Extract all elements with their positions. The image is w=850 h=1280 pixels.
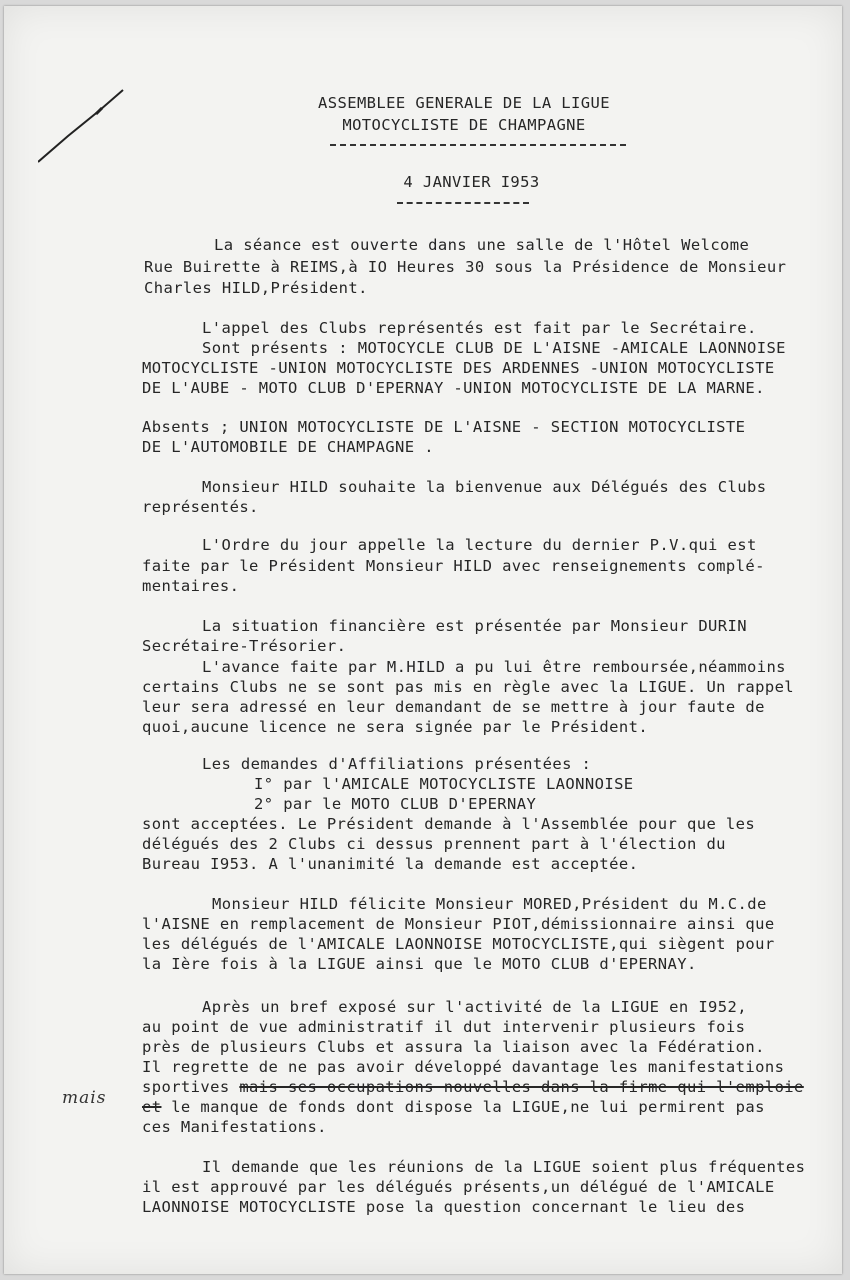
p6-line-4: certains Clubs ne se sont pas mis en règle avec la LIGUE. Un rappel <box>142 678 795 696</box>
title-underline <box>330 144 626 146</box>
p6-line-6: quoi,aucune licence ne sera signée par le Président. <box>142 718 649 736</box>
p9-line-1: Après un bref exposé sur l'activité de la LIGUE en I952, <box>202 998 747 1016</box>
p6-line-2: Secrétaire-Trésorier. <box>142 637 347 655</box>
p5-line-2: faite par le Président Monsieur HILD avec renseignements complé- <box>142 557 765 575</box>
p8-line-3: les délégués de l'AMICALE LAONNOISE MOTOCYCLISTE,qui siègent pour <box>142 935 775 953</box>
p5-line-1: L'Ordre du jour appelle la lecture du dernier P.V.qui est <box>202 536 757 554</box>
p6-line-3: L'avance faite par M.HILD a pu lui être remboursée,néammoins <box>202 658 786 676</box>
p9-line-3: près de plusieurs Clubs et assura la liaison avec la Fédération. <box>142 1038 765 1056</box>
p3-line-2: DE L'AUTOMOBILE DE CHAMPAGNE . <box>142 438 434 456</box>
struck-text: mais ses occupations nouvelles dans la firme qui l'emploie <box>239 1078 804 1096</box>
p2-line-3: MOTOCYCLISTE -UNION MOTOCYCLISTE DES ARDENNES -UNION MOTOCYCLISTE <box>142 359 775 377</box>
p4-line-2: représentés. <box>142 498 259 516</box>
p10-line-3: LAONNOISE MOTOCYCLISTE pose la question concernant le lieu des <box>142 1198 746 1216</box>
p7-line-4: sont acceptées. Le Président demande à l'Assemblée pour que les <box>142 815 756 833</box>
p2-line-1: L'appel des Clubs représentés est fait par le Secrétaire. <box>202 319 757 337</box>
p9-line-5-start: sportives <box>142 1078 230 1096</box>
struck-word: et <box>142 1098 162 1116</box>
p5-line-3: mentaires. <box>142 577 240 595</box>
title-line-2: MOTOCYCLISTE DE CHAMPAGNE <box>342 116 586 134</box>
p8-line-4: la Ière fois à la LIGUE ainsi que le MOTO CLUB d'EPERNAY. <box>142 955 697 973</box>
document-date: 4 JANVIER I953 <box>403 173 540 191</box>
document-body <box>4 6 842 1274</box>
p9-line-6 <box>142 1098 765 1117</box>
p7-line-1: Les demandes d'Affiliations présentées : <box>202 755 592 773</box>
p9-line-7: ces Manifestations. <box>142 1118 327 1136</box>
p7-line-3: 2° par le MOTO CLUB D'EPERNAY <box>254 795 537 813</box>
p9-line-6-rest: le manque de fonds dont dispose la LIGUE,ne lui permirent pas <box>161 1098 765 1116</box>
p8-line-2: l'AISNE en remplacement de Monsieur PIOT,démissionnaire ainsi que <box>142 915 775 933</box>
p1-line-3: Charles HILD,Président. <box>144 279 368 297</box>
p9-line-2: au point de vue administratif il dut intervenir plusieurs fois <box>142 1018 746 1036</box>
p10-line-1: Il demande que les réunions de la LIGUE soient plus fréquentes <box>202 1158 806 1176</box>
p7-line-5: délégués des 2 Clubs ci dessus prennent part à l'élection du <box>142 835 726 853</box>
p2-line-2: Sont présents : MOTOCYCLE CLUB DE L'AISNE -AMICALE LAONNOISE <box>202 339 786 357</box>
p7-line-2: I° par l'AMICALE MOTOCYCLISTE LAONNOISE <box>254 775 634 793</box>
p1-line-1: La séance est ouverte dans une salle de l'Hôtel Welcome <box>214 236 750 254</box>
p4-line-1: Monsieur HILD souhaite la bienvenue aux Délégués des Clubs <box>202 478 767 496</box>
p10-line-2: il est approuvé par les délégués présents,un délégué de l'AMICALE <box>142 1178 775 1196</box>
p7-line-6: Bureau I953. A l'unanimité la demande est acceptée. <box>142 855 639 873</box>
handwritten-margin-note: mais <box>62 1088 107 1108</box>
title-line-1: ASSEMBLEE GENERALE DE LA LIGUE <box>318 94 610 112</box>
p6-line-1: La situation financière est présentée par Monsieur DURIN <box>202 617 747 635</box>
p1-line-2: Rue Buirette à REIMS,à IO Heures 30 sous la Présidence de Monsieur <box>144 258 787 276</box>
date-underline <box>397 202 529 204</box>
p3-line-1: Absents ; UNION MOTOCYCLISTE DE L'AISNE - SECTION MOTOCYCLISTE <box>142 418 746 436</box>
p6-line-5: leur sera adressé en leur demandant de se mettre à jour faute de <box>142 698 765 716</box>
p9-line-5 <box>142 1078 804 1097</box>
p8-line-1: Monsieur HILD félicite Monsieur MORED,Président du M.C.de <box>212 895 767 913</box>
p2-line-4: DE L'AUBE - MOTO CLUB D'EPERNAY -UNION MOTOCYCLISTE DE LA MARNE. <box>142 379 765 397</box>
paper-sheet <box>4 6 842 1274</box>
p9-line-4: Il regrette de ne pas avoir développé davantage les manifestations <box>142 1058 785 1076</box>
